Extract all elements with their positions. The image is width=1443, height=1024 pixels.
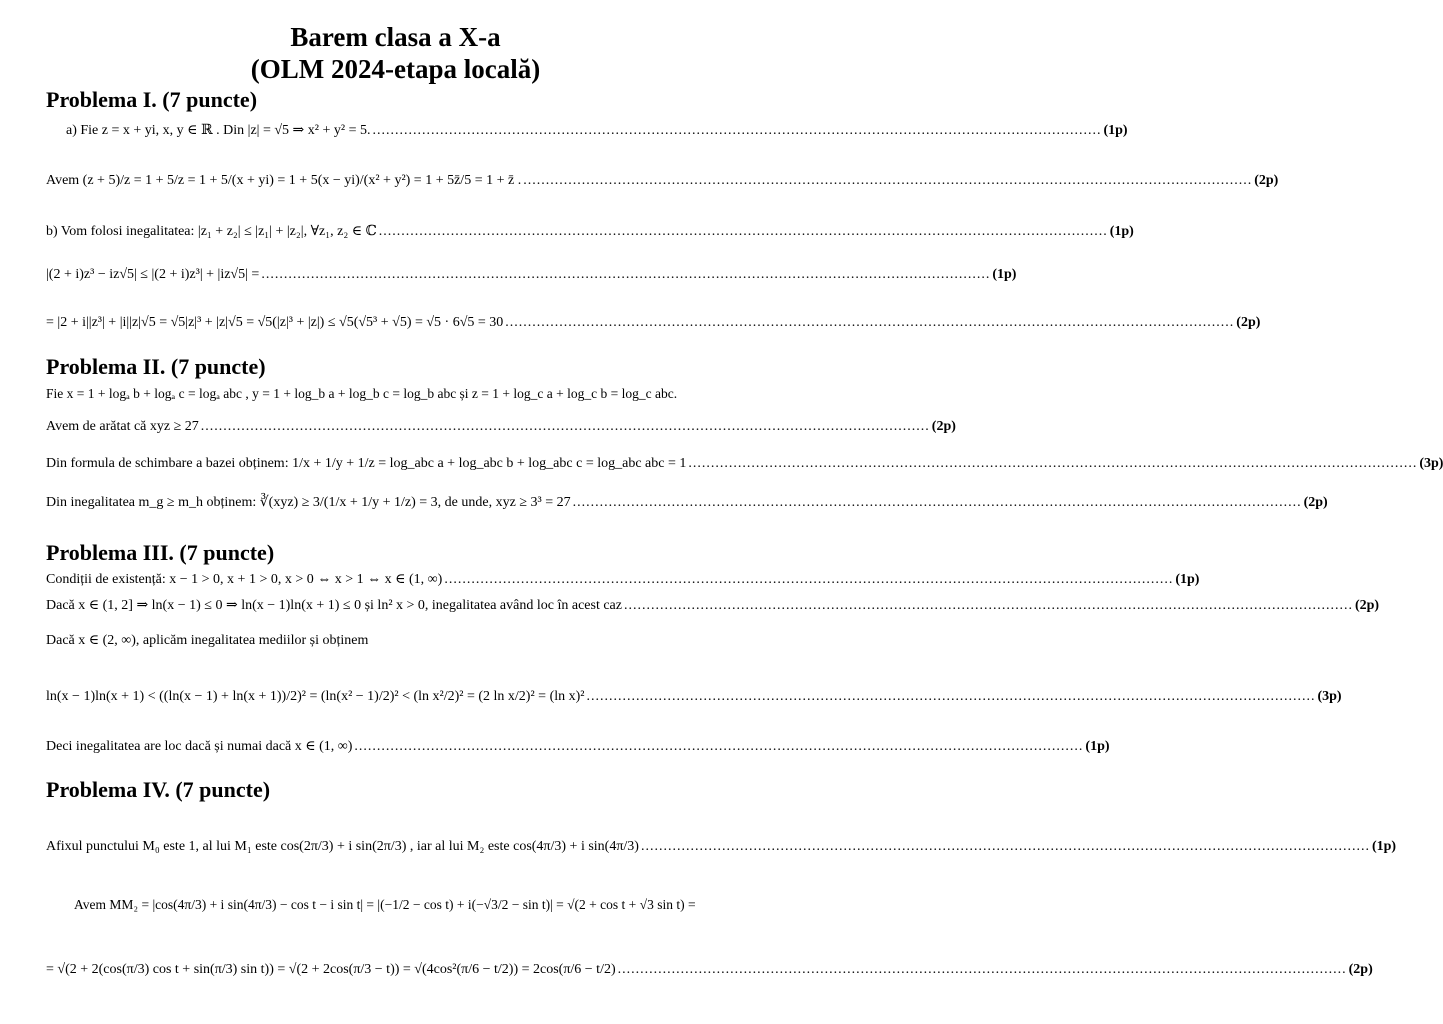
- problem-1-line-ineq: [46, 266, 1017, 284]
- points-badge: (3p): [1317, 689, 1342, 704]
- line-text: = √(2 + 2(cos(π/3) cos t + sin(π/3) sin t)) = √(2 + 2cos(π/3 − t)) = √(4cos²(π/6 − t/2)) = 2cos(π/6 − t/2): [46, 962, 616, 977]
- points-badge: (2p): [1354, 598, 1380, 613]
- problem-3-line-4: [46, 688, 1342, 706]
- line-text: a) Fie z = x + yi, x, y ∈ ℝ . Din |z| = √5 ⇒ x² + y² = 5.: [66, 123, 371, 138]
- line-text: Avem (z + 5)/z = 1 + 5/z = 1 + 5/(x + yi) = 1 + 5(x − yi)/(x² + y²) = 1 + 5z̄/5 = 1 + z̄ .: [46, 173, 522, 188]
- line-text: Avem de arătat că xyz ≥ 27: [46, 419, 199, 434]
- points-badge: (1p): [1175, 572, 1200, 587]
- line-text: Din formula de schimbare a bazei obținem: 1/x + 1/y + 1/z = log_abc a + log_abc b + log_abc c = log_abc abc = 1: [46, 456, 687, 471]
- dot-leader: ..................................................................................................................................................................: [640, 839, 1370, 854]
- line-text: Din inegalitatea m_g ≥ m_h obținem: ∛(xyz) ≥ 3/(1/x + 1/y + 1/z) = 3, de unde, xyz ≥ 3³ = 27: [46, 495, 571, 510]
- problem-1-line-avem: [46, 172, 1279, 190]
- problem-4-line-3: [46, 961, 1373, 979]
- problem-4-line-1: [46, 838, 1397, 856]
- points-badge: (1p): [1371, 839, 1397, 854]
- problem-2-heading: Problema II. (7 puncte): [46, 354, 266, 379]
- dot-leader: ..................................................................................................................................................................: [354, 739, 1084, 754]
- dot-leader: ..................................................................................................................................................................: [617, 962, 1347, 977]
- dot-leader: ..................................................................................................................................................................: [378, 224, 1108, 239]
- problem-2-line-2: [46, 455, 1443, 473]
- problem-1-heading: Problema I. (7 puncte): [46, 87, 258, 112]
- page-title-line2: (OLM 2024-etapa locală): [250, 54, 541, 84]
- line-text: Deci inegalitatea are loc dacă și numai dacă x ∈ (1, ∞): [46, 739, 353, 754]
- line-text: Dacă x ∈ (1, 2] ⇒ ln(x − 1) ≤ 0 ⇒ ln(x − 1)ln(x + 1) ≤ 0 și ln² x > 0, inegalitatea având loc în acest caz: [46, 598, 622, 613]
- dot-leader: ..................................................................................................................................................................: [586, 689, 1316, 704]
- dot-leader: ..................................................................................................................................................................: [523, 173, 1253, 188]
- problem-3-line-5: [46, 738, 1110, 756]
- problem-1-line-b: [46, 223, 1134, 241]
- dot-leader: ..................................................................................................................................................................: [688, 456, 1418, 471]
- dot-leader: ..................................................................................................................................................................: [444, 572, 1174, 587]
- dot-leader: ..................................................................................................................................................................: [505, 315, 1235, 330]
- line-text: Afixul punctului M₀ este 1, al lui M₁ este cos(2π/3) + i sin(2π/3) , iar al lui M₂ este cos(4π/3) + i sin(4π/3): [46, 839, 639, 854]
- points-badge: (3p): [1419, 456, 1443, 471]
- problem-2-line-3: [46, 494, 1328, 512]
- problem-4-heading: Problema IV. (7 puncte): [46, 777, 271, 802]
- line-text: Condiții de existență: x − 1 > 0, x + 1 > 0, x > 0 ⇔ x > 1 ⇔ x ∈ (1, ∞): [46, 572, 443, 587]
- problem-1-line-result: [46, 314, 1261, 332]
- points-badge: (1p): [1085, 739, 1110, 754]
- points-badge: (1p): [1103, 123, 1128, 138]
- points-badge: (1p): [1109, 224, 1134, 239]
- points-badge: (2p): [1236, 315, 1261, 330]
- dot-leader: ..................................................................................................................................................................: [261, 267, 991, 282]
- points-badge: (2p): [1348, 962, 1373, 977]
- line-text: = |2 + i||z³| + |i||z|√5 = √5|z|³ + |z|√5 = √5(|z|³ + |z|) ≤ √5(√5³ + √5) = √5 · 6√5 = 30: [46, 315, 504, 330]
- dot-leader: ..................................................................................................................................................................: [572, 495, 1302, 510]
- points-badge: (2p): [931, 419, 956, 434]
- line-text: ln(x − 1)ln(x + 1) < ((ln(x − 1) + ln(x + 1))/2)² = (ln(x² − 1)/2)² < (ln x²/2)² = (2 ln x/2)² = (ln x)²: [46, 689, 585, 704]
- page-title-line1: Barem clasa a X-a: [290, 22, 501, 52]
- problem-2-line-1: [46, 418, 956, 436]
- problem-4-line-2: Avem MM₂ = |cos(4π/3) + i sin(4π/3) − cos t − i sin t| = |(−1/2 − cos t) + i(−√3/2 − sin t)| = √(2 + cos t + √3 sin t) =: [74, 897, 696, 912]
- points-badge: (2p): [1254, 173, 1279, 188]
- points-badge: (2p): [1303, 495, 1328, 510]
- line-text: |(2 + i)z³ − iz√5| ≤ |(2 + i)z³| + |iz√5| =: [46, 267, 260, 282]
- problem-3-line-2: [46, 597, 1380, 615]
- dot-leader: ..................................................................................................................................................................: [200, 419, 930, 434]
- problem-3-heading: Problema III. (7 puncte): [46, 540, 275, 565]
- points-badge: (1p): [992, 267, 1017, 282]
- dot-leader: ..................................................................................................................................................................: [623, 598, 1353, 613]
- problem-2-intro: Fie x = 1 + logₐ b + logₐ c = logₐ abc , y = 1 + log_b a + log_b c = log_b abc și z = 1 + log_c a + log_c b = log_c abc.: [46, 386, 678, 401]
- problem-1-line-a: [66, 122, 1128, 140]
- problem-3-line-1: [46, 571, 1200, 589]
- dot-leader: ..................................................................................................................................................................: [372, 123, 1102, 138]
- line-text: b) Vom folosi inegalitatea: |z₁ + z₂| ≤ |z₁| + |z₂|, ∀z₁, z₂ ∈ ℂ: [46, 224, 377, 239]
- problem-3-line-3: Dacă x ∈ (2, ∞), aplicăm inegalitatea mediilor și obținem: [46, 633, 369, 648]
